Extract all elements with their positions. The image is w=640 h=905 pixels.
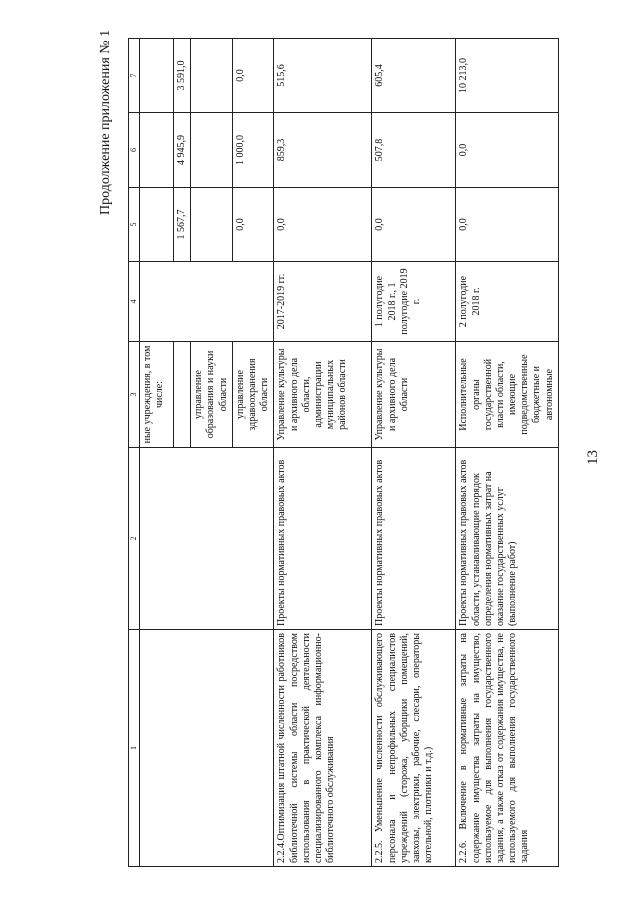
term-cell: 1 полугодие 2018 г., 1 полугодие 2019 г. [372,262,456,342]
value-cell: 0,0 [372,188,456,262]
result-cell: Проекты нормативных правовых актов [274,448,372,630]
value-cell [140,188,174,262]
value-cell: 859,3 [274,113,372,188]
measure-cell: 2.2.4.Оптимизация штатной численности работников библиотечной системы области посредством использования в практической деятельности специализированного комплекса информационно-библиотечного обслуживания [274,630,372,867]
column-number: 4 [129,262,140,342]
value-cell: 1 567,7 [174,188,191,262]
column-number: 7 [129,39,140,113]
table-row [456,39,559,867]
value-cell: 515,6 [274,39,372,113]
value-cell: 605,4 [372,39,456,113]
term-cell: 2 полугодие 2018 г. [456,262,559,342]
term-cell [140,262,274,342]
executor-cell: Управление культуры и архивного дела области [372,342,456,448]
column-number: 6 [129,113,140,188]
value-cell: 507,8 [372,113,456,188]
table-row [274,39,372,867]
column-number-row [129,39,140,867]
value-cell: 10 213,0 [456,39,559,113]
column-number: 1 [129,630,140,867]
measure-cell: 2.2.5. Уменьшение численности обслуживающего персонала и непрофильных специалистов учреждений (сторожа, уборщики помещений, завхозы, электрики, рабочие, слесари, операторы котельной, плотники и т.д.) [372,630,456,867]
value-cell: 1 000,0 [232,113,274,188]
column-number: 5 [129,188,140,262]
value-cell: 0,0 [232,39,274,113]
measure-cell [140,630,274,867]
column-number: 2 [129,448,140,630]
executor-cell: Исполнительные органы государственной власти области, имеющие подведомственные бюджетные и автономные [456,342,559,448]
value-cell: 0,0 [456,188,559,262]
result-cell [140,448,274,630]
measure-cell: 2.2.6. Включение в нормативные затраты на содержание имущества затраты на имущество, используемое для выполнения государственного задания, а также отказ от содержания имущества, не используемого для выполнения государственного задания [456,630,559,867]
value-cell [140,113,174,188]
appendix-continuation-label: Продолжение приложения № 1 [98,29,113,215]
value-cell [191,39,233,113]
value-cell [191,188,233,262]
value-cell: 0,0 [456,113,559,188]
result-cell: Проекты нормативных правовых актов [372,448,456,630]
measures-table [128,38,559,867]
value-cell: 0,0 [232,188,274,262]
value-cell: 3 591,0 [174,39,191,113]
value-cell [191,113,233,188]
value-cell: 0,0 [274,188,372,262]
page-number: 13 [585,450,601,465]
executor-cell: Управление культуры и архивного дела области, администрации муниципальных районов области [274,342,372,448]
result-cell: Проекты нормативных правовых актов области, устанавливающие порядок определения нормативных затрат на оказание государственных услуг (выполнение работ) [456,448,559,630]
value-cell [140,39,174,113]
term-cell: 2017-2019 гг. [274,262,372,342]
table-row [372,39,456,867]
executor-cell [174,342,191,448]
executor-cell: ные учреждения, в том числе: [140,342,174,448]
executor-cell: управление образования и науки области [191,342,233,448]
executor-cell: управление здравоохранения области [232,342,274,448]
table-row [140,39,174,867]
column-number: 3 [129,342,140,448]
value-cell: 4 945,9 [174,113,191,188]
